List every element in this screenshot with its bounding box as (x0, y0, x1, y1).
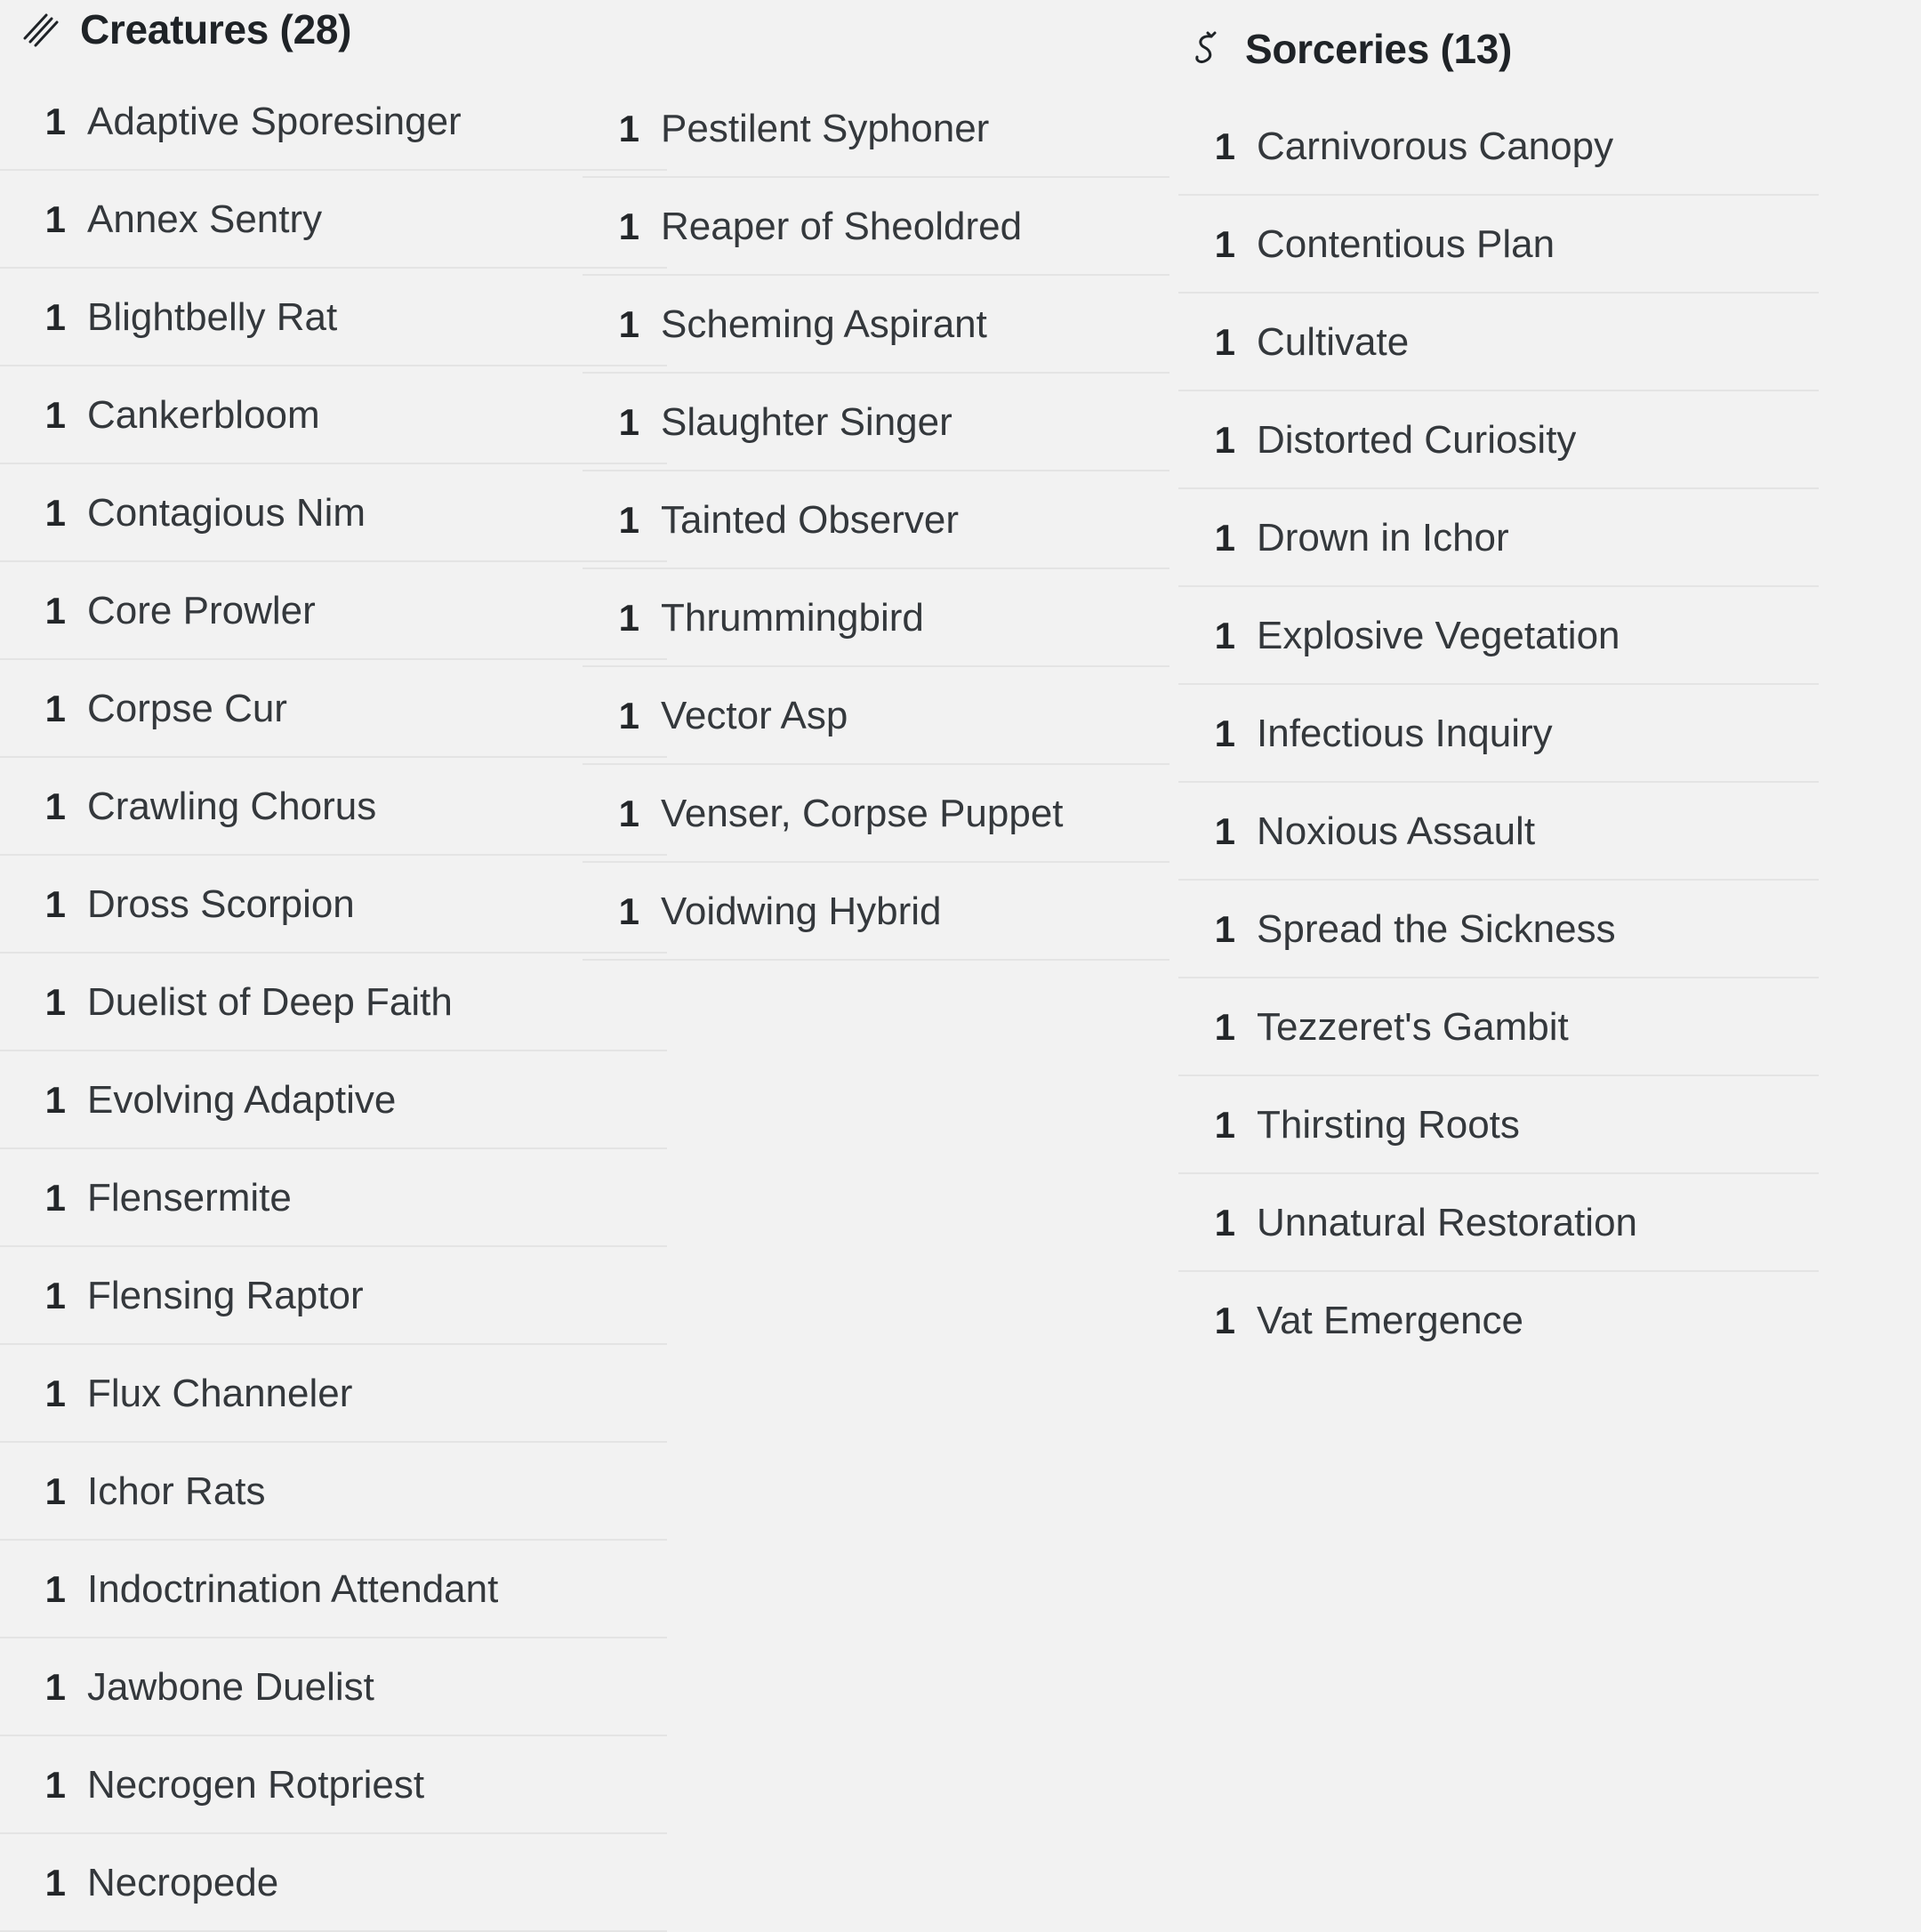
card-name[interactable]: Scheming Aspirant (661, 302, 987, 346)
list-item[interactable] (583, 471, 1169, 569)
list-item[interactable] (0, 1638, 667, 1736)
card-name[interactable]: Necropede (87, 1861, 279, 1904)
list-item[interactable] (1178, 1076, 1819, 1174)
list-item[interactable] (1178, 1272, 1819, 1370)
card-quantity: 1 (1214, 321, 1235, 363)
card-quantity: 1 (44, 1666, 66, 1708)
card-name[interactable]: Flensermite (87, 1176, 292, 1220)
list-item[interactable] (1178, 881, 1819, 978)
card-name[interactable]: Jawbone Duelist (87, 1665, 374, 1709)
list-item[interactable] (0, 1834, 667, 1932)
list-item[interactable] (0, 1247, 667, 1345)
card-quantity: 1 (1214, 517, 1235, 559)
card-name[interactable]: Carnivorous Canopy (1257, 125, 1614, 168)
card-name[interactable]: Slaughter Singer (661, 400, 952, 444)
card-name[interactable]: Noxious Assault (1257, 809, 1536, 853)
card-name[interactable]: Spread the Sickness (1257, 907, 1616, 951)
list-item[interactable] (0, 1443, 667, 1541)
card-quantity: 1 (618, 890, 639, 932)
card-name[interactable]: Adaptive Sporesinger (87, 100, 462, 143)
list-item[interactable] (0, 464, 667, 562)
list-item[interactable] (0, 1345, 667, 1443)
card-name[interactable]: Thrummingbird (661, 596, 924, 640)
list-item[interactable] (1178, 1174, 1819, 1272)
card-quantity: 1 (618, 597, 639, 639)
card-quantity: 1 (44, 590, 66, 632)
card-quantity: 1 (44, 296, 66, 338)
list-item[interactable] (583, 569, 1169, 667)
card-quantity: 1 (44, 1862, 66, 1904)
sorceries-column (1178, 98, 1819, 1370)
list-item[interactable] (583, 667, 1169, 765)
card-name[interactable]: Pestilent Syphoner (661, 107, 990, 150)
card-quantity: 1 (1214, 810, 1235, 852)
card-quantity: 1 (44, 688, 66, 729)
card-name[interactable]: Explosive Vegetation (1257, 614, 1620, 657)
list-item[interactable] (0, 1736, 667, 1834)
card-quantity: 1 (1214, 1006, 1235, 1048)
card-quantity: 1 (44, 1079, 66, 1121)
card-name[interactable]: Unnatural Restoration (1257, 1201, 1638, 1244)
list-item[interactable] (1178, 783, 1819, 881)
card-quantity: 1 (44, 1275, 66, 1316)
creatures-column-right (583, 80, 1169, 961)
card-quantity: 1 (1214, 908, 1235, 950)
list-item[interactable] (0, 1149, 667, 1247)
list-item[interactable] (1178, 294, 1819, 391)
card-quantity: 1 (44, 492, 66, 534)
list-item[interactable] (1178, 978, 1819, 1076)
card-quantity: 1 (44, 1764, 66, 1806)
card-name[interactable]: Dross Scorpion (87, 882, 355, 926)
card-name[interactable]: Voidwing Hybrid (661, 890, 942, 933)
section-header-sorceries (1183, 25, 1512, 73)
card-name[interactable]: Contagious Nim (87, 491, 366, 535)
card-name[interactable]: Corpse Cur (87, 687, 287, 730)
card-quantity: 1 (618, 108, 639, 149)
list-item[interactable] (1178, 685, 1819, 783)
list-item[interactable] (583, 178, 1169, 276)
section-title-creatures: Creatures (28) (80, 6, 352, 52)
list-item[interactable] (0, 269, 667, 366)
card-name[interactable]: Tainted Observer (661, 498, 960, 542)
sorcery-icon (1183, 26, 1229, 72)
card-quantity: 1 (44, 1470, 66, 1512)
list-item[interactable] (0, 562, 667, 660)
list-item[interactable] (0, 856, 667, 954)
card-quantity: 1 (1214, 1202, 1235, 1244)
card-name[interactable]: Necrogen Rotpriest (87, 1763, 425, 1807)
card-quantity: 1 (1214, 1104, 1235, 1146)
list-item[interactable] (0, 1051, 667, 1149)
card-name[interactable]: Distorted Curiosity (1257, 418, 1577, 462)
card-name[interactable]: Vat Emergence (1257, 1299, 1524, 1342)
card-name[interactable]: Duelist of Deep Faith (87, 980, 453, 1024)
list-item[interactable] (1178, 587, 1819, 685)
card-name[interactable]: Cultivate (1257, 320, 1410, 364)
card-quantity: 1 (1214, 615, 1235, 656)
card-name[interactable]: Flensing Raptor (87, 1274, 364, 1317)
list-item[interactable] (0, 660, 667, 758)
card-name[interactable]: Ichor Rats (87, 1469, 266, 1513)
card-quantity: 1 (618, 401, 639, 443)
list-item[interactable] (0, 171, 667, 269)
card-name[interactable]: Core Prowler (87, 589, 316, 632)
card-quantity: 1 (618, 303, 639, 345)
list-item[interactable] (1178, 489, 1819, 587)
list-item[interactable] (0, 758, 667, 856)
card-quantity: 1 (44, 394, 66, 436)
card-quantity: 1 (44, 101, 66, 142)
card-quantity: 1 (1214, 419, 1235, 461)
card-quantity: 1 (44, 1177, 66, 1219)
list-item[interactable] (1178, 391, 1819, 489)
card-quantity: 1 (44, 198, 66, 240)
card-quantity: 1 (1214, 125, 1235, 167)
list-item[interactable] (583, 276, 1169, 374)
card-name[interactable]: Thirsting Roots (1257, 1103, 1520, 1147)
card-quantity: 1 (1214, 1300, 1235, 1341)
card-name[interactable]: Evolving Adaptive (87, 1078, 397, 1122)
list-item[interactable] (583, 863, 1169, 961)
list-item[interactable] (583, 765, 1169, 863)
card-name[interactable]: Blightbelly Rat (87, 295, 338, 339)
card-quantity: 1 (618, 793, 639, 834)
card-name[interactable]: Vector Asp (661, 694, 848, 737)
card-name[interactable]: Indoctrination Attendant (87, 1567, 499, 1611)
list-item[interactable] (0, 954, 667, 1051)
creature-icon (18, 6, 64, 52)
card-quantity: 1 (618, 499, 639, 541)
card-quantity: 1 (618, 695, 639, 737)
card-name[interactable]: Annex Sentry (87, 197, 323, 241)
list-item[interactable] (0, 366, 667, 464)
section-title-sorceries: Sorceries (13) (1245, 26, 1513, 72)
section-header-creatures (18, 5, 351, 53)
card-quantity: 1 (618, 205, 639, 247)
list-item[interactable] (1178, 196, 1819, 294)
card-quantity: 1 (44, 1568, 66, 1610)
card-quantity: 1 (44, 785, 66, 827)
list-item[interactable] (583, 80, 1169, 178)
card-name[interactable]: Venser, Corpse Puppet (661, 792, 1064, 835)
card-name[interactable]: Cankerbloom (87, 393, 320, 437)
card-quantity: 1 (1214, 712, 1235, 754)
card-name[interactable]: Crawling Chorus (87, 785, 377, 828)
card-name[interactable]: Flux Channeler (87, 1372, 353, 1415)
list-item[interactable] (583, 374, 1169, 471)
card-name[interactable]: Contentious Plan (1257, 222, 1555, 266)
card-name[interactable]: Tezzeret's Gambit (1257, 1005, 1569, 1049)
list-item[interactable] (0, 73, 667, 171)
card-name[interactable]: Reaper of Sheoldred (661, 205, 1023, 248)
card-name[interactable]: Drown in Ichor (1257, 516, 1509, 559)
card-name[interactable]: Infectious Inquiry (1257, 712, 1553, 755)
card-quantity: 1 (44, 883, 66, 925)
card-quantity: 1 (44, 1373, 66, 1414)
card-quantity: 1 (44, 981, 66, 1023)
creatures-column-left (0, 73, 667, 1932)
card-quantity: 1 (1214, 223, 1235, 265)
list-item[interactable] (1178, 98, 1819, 196)
list-item[interactable] (0, 1541, 667, 1638)
